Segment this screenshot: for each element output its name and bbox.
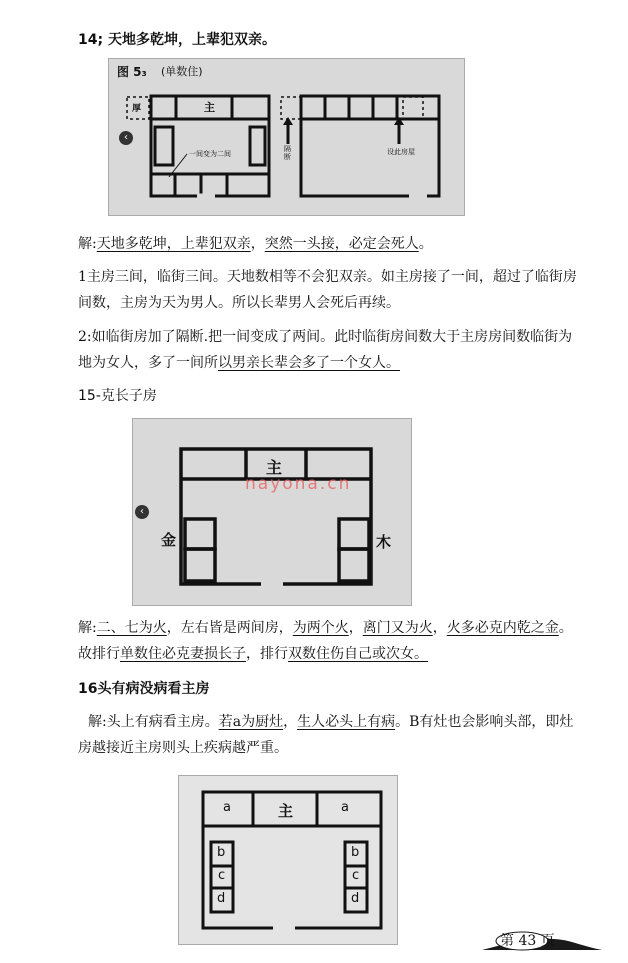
prev-nav-button[interactable]: ‹ [119, 131, 133, 145]
side-note-a: 隔断 [284, 145, 291, 161]
para-2b-plain: 地为女人，多了一间所 [78, 355, 218, 371]
room-main-label: 主 [266, 458, 283, 477]
figure-caption: (单数住) [161, 65, 203, 78]
para-2b [78, 354, 400, 372]
watermark: nayona.cn [245, 474, 352, 494]
room-a-right: a [341, 800, 349, 815]
e15-prefix: 解: [78, 620, 97, 636]
floorplan-15 [133, 419, 411, 605]
floorplan-14 [109, 59, 464, 215]
f15-t1: 故排行 [78, 646, 120, 662]
explain-end: 。 [418, 236, 433, 252]
explain-15-line2 [78, 645, 428, 663]
e16-t2: 。B有灶也会影响头部，即灶 [395, 714, 574, 730]
section-14-title: 14; 天地多乾坤，上辈犯双亲。 [78, 32, 276, 48]
section-16-title: 16头有病没病看主房 [78, 681, 210, 697]
para-1a: 1主房三间，临街三间。天地数相等不会犯双亲。如主房接了一间，超过了临街房 [78, 269, 577, 285]
explain-prefix: 解: [78, 236, 97, 252]
para-2b-underline: 以男亲长辈会多了一个女人。 [218, 355, 400, 371]
e15-t1: ，左右皆是两间房， [166, 620, 293, 636]
e16-u2: 生人必头上有病 [297, 714, 396, 730]
explain-15 [78, 619, 573, 637]
para-2a: 2:如临街房加了隔断.把一间变成了两间。此时临街房间数大于主房房间数临街为 [78, 329, 573, 345]
room-b-right: b [351, 845, 360, 860]
explain-16 [88, 713, 573, 731]
e15-u3: 离门又为火 [362, 620, 433, 636]
e15-u2: 为两个火 [292, 620, 349, 636]
room-c-left: c [218, 868, 226, 883]
room-mark-label: 厚 [132, 104, 142, 114]
explain-underline-1: 天地多乾坤，上辈犯双亲 [96, 236, 251, 252]
figure-label: 图 5₃ [117, 65, 147, 79]
room-wood-label: 木 [376, 533, 392, 551]
e16-u1: 若a为厨灶 [218, 714, 284, 730]
e15-u4: 火多必克内乾之金 [446, 620, 559, 636]
para-1b: 间数，主房为天为男人。所以长辈男人会死后再续。 [78, 295, 400, 311]
explain-14 [78, 235, 433, 253]
room-d-left: d [217, 891, 226, 906]
room-main-label: 主 [204, 101, 215, 114]
e15-u1: 二、七为火 [96, 620, 167, 636]
e15-t3: ， [432, 620, 447, 636]
page-number-text: 第 43 页 [500, 933, 555, 949]
figure-15 [132, 418, 412, 606]
f15-u2: 双数住伤自己或次女。 [288, 646, 428, 662]
room-b-left: b [217, 845, 226, 860]
figure-16 [178, 775, 398, 945]
room-metal-label: 金 [161, 531, 177, 549]
room-d-right: d [351, 891, 360, 906]
inner-note: 一间变为二间 [189, 150, 231, 158]
explain-16-line2: 房越接近主房则头上疾病越严重。 [78, 740, 288, 756]
room-a-left: a [223, 800, 231, 815]
e15-t2: ， [348, 620, 363, 636]
page-number [482, 928, 602, 952]
figure-5-3 [108, 58, 465, 216]
e16-t1: ， [283, 714, 298, 730]
side-note-b: 设此房屋 [387, 148, 415, 156]
e15-t4: 。 [558, 620, 573, 636]
section-15-title: 15-克长子房 [78, 388, 157, 404]
f15-t2: ，排行 [246, 646, 288, 662]
f15-u1: 单数住必克妻损长子 [120, 646, 246, 662]
explain-underline-2: 突然一头接，必定会死人 [264, 236, 419, 252]
room-c-right: c [352, 868, 360, 883]
explain-sep: ， [250, 236, 265, 252]
prev-nav-button-2[interactable]: ‹ [135, 505, 149, 519]
e16-prefix: 解:头上有病看主房。 [88, 714, 219, 730]
room-main-label: 主 [278, 802, 294, 820]
